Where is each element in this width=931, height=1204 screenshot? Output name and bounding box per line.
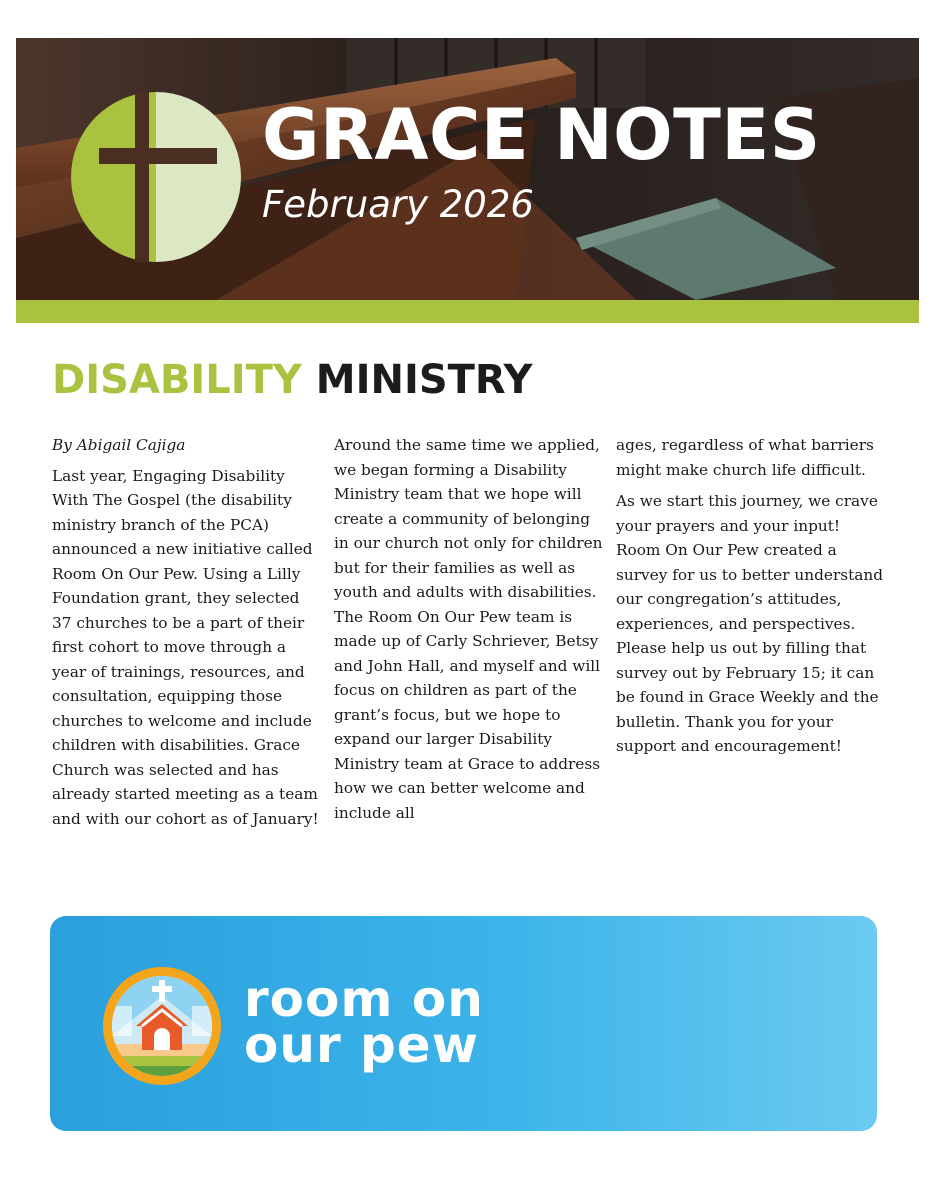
article-title-accent: DISABILITY — [52, 357, 302, 403]
article-column-1 — [52, 433, 322, 831]
issue-date: February 2026 — [262, 183, 534, 226]
banner-line-2: our pew — [244, 1016, 479, 1074]
article-paragraph: ages, regardless of what barriers might make church life difficult. — [616, 436, 874, 479]
church-house-icon — [102, 966, 222, 1086]
article-column-3 — [616, 433, 886, 759]
grace-cross-logo — [71, 92, 241, 262]
banner-line-1: room on — [244, 970, 484, 1028]
article-paragraph: Around the same time we applied, we began forming a Disability Ministry team that we hope will create a community of belonging in our church not only for children but for their families as well as youth and adults with disabilities. The Room On Our Pew team is made up of Carly Schriever, Betsy and John Hall, and myself and will focus on children as part of the grant’s focus, but we hope to expand our larger Disability Ministry team at Grace to address how we can better welcome and include all — [334, 436, 603, 822]
banner-wordmark — [244, 970, 484, 1074]
article-title-rest: MINISTRY — [315, 357, 533, 403]
header-accent-bar — [16, 300, 919, 323]
article-paragraph: Last year, Engaging Disability With The Gospel (the disability ministry branch of the PCA) announced a new initiative called Room On Our Pew. Using a Lilly Foundation grant, they selected 37 churches to be a part of their first cohort to move through a year of trainings, resources, and consultation, equipping those churches to welcome and include children with disabilities. Grace Church was selected and has already started meeting as a team and with our cohort as of January! — [52, 466, 319, 828]
article-column-2 — [334, 433, 604, 825]
article-byline: By Abigail Cajiga — [52, 436, 186, 454]
article-paragraph: As we start this journey, we crave your prayers and your input! Room On Our Pew created a survey for us to better understand our congregation’s attitudes, experiences, and perspectives. Please help us out by filling that survey out by February 15; it can be found in Grace Weekly and the bulletin. Thank you for your support and encouragement! — [616, 492, 884, 755]
room-on-our-pew-banner — [50, 916, 877, 1131]
newsletter-title: GRACE NOTES — [262, 94, 821, 176]
article-title — [52, 358, 533, 402]
